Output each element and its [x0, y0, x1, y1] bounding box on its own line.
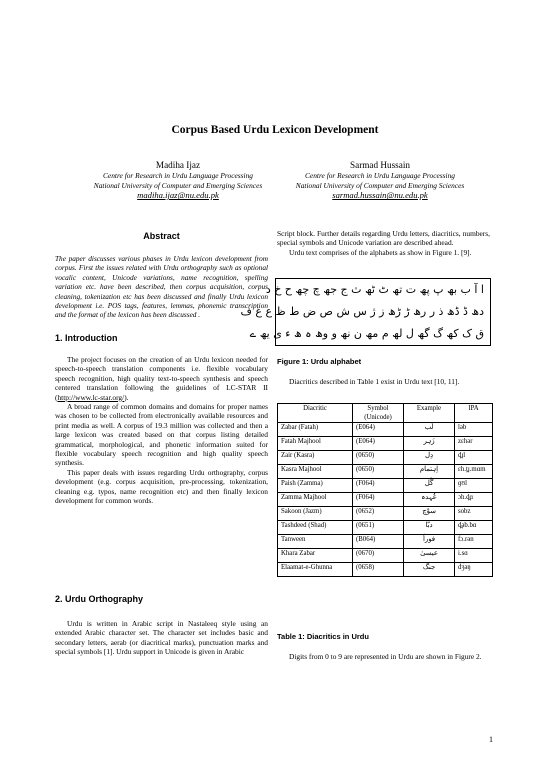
author-affiliation: Centre for Research in Urdu Language Processing — [305, 171, 455, 180]
column-header: IPA — [455, 404, 493, 423]
author-affiliation: National University of Computer and Emerging Sciences — [295, 180, 465, 190]
table-row — [278, 423, 493, 437]
cell-diacritic: Sakoon (Jazm) — [278, 507, 353, 521]
author-affiliation: Centre for Research in Urdu Language Processing — [103, 171, 253, 180]
cell-symbol: (F064) — [353, 479, 404, 493]
alphabet-row: دھ ڈ ڈھ ذ ر رھ ڑ ڑھ ز ژ س ش ص ض ط ظ ع غ ف — [240, 305, 484, 318]
cell-diacritic: Paish (Zamma) — [278, 479, 353, 493]
diacritics-intro — [277, 377, 490, 386]
cell-ipa: sobz — [455, 507, 493, 521]
table-row — [278, 451, 493, 465]
cell-example: اِہتمام — [404, 465, 455, 479]
table-row — [278, 437, 493, 451]
paragraph-text: The project focuses on the creation of an Urdu lexicon needed for speech-to-speech translation components i.e. flexible vocabulary speech recognition, high quality text-to-speech synthesis and speech centered translation following the guidelines of LC-STAR II ( — [55, 355, 268, 402]
author-name: Sarmad Hussain — [350, 160, 410, 170]
table-caption: Table 1: Diacritics in Urdu — [277, 632, 369, 641]
section-heading-orthography: 2. Urdu Orthography — [55, 594, 144, 604]
cell-ipa: ləb — [455, 423, 493, 437]
paper-title: Corpus Based Urdu Lexicon Development — [171, 124, 379, 136]
section-heading-introduction: 1. Introduction — [55, 333, 118, 343]
cell-symbol: (0650) — [353, 451, 404, 465]
author-email-link[interactable]: madiha.ijaz@nu.edu.pk — [137, 190, 219, 201]
table-header-row — [278, 404, 493, 423]
digits-intro — [277, 652, 490, 661]
cell-diacritic: Tanween — [278, 535, 353, 549]
cell-example: فوراً — [404, 535, 455, 549]
cell-diacritic: Khara Zabar — [278, 549, 353, 563]
page-number: 1 — [489, 735, 493, 744]
cell-example: زَہر — [404, 437, 455, 451]
cell-symbol: (F064) — [353, 493, 404, 507]
cell-ipa: d̪ɪl — [455, 451, 493, 465]
paragraph: Script block. Further details regarding Urdu letters, diacritics, numbers, special symbols and Unicode variation are described ahead. — [277, 229, 490, 248]
abstract-heading: Abstract — [143, 231, 180, 241]
table-row — [278, 493, 493, 507]
cell-diacritic: Zair (Kasra) — [278, 451, 353, 465]
paragraph: Urdu is written in Arabic script in Nastaleeq style using an extended Arabic character set. The character set includes basic and secondary letters, aerab (or diacritical marks), punctuation marks and special symbols [1]. Urdu support in Unicode is given in Arabic — [55, 619, 268, 657]
cell-ipa: d͡ʒəŋ — [455, 563, 493, 577]
cell-example: لَب — [404, 423, 455, 437]
table-row — [278, 535, 493, 549]
table-row — [278, 521, 493, 535]
author-email-link[interactable]: sarmad.hussain@nu.edu.pk — [332, 190, 428, 201]
alphabet-row: ق ک کھ گ گھ ل لھ م مھ ن نھ و وھ ہ ھ ء ی یھ ے — [249, 327, 484, 340]
alphabet-row: ا آ ب بھ پ پھ ت تھ ٹ ٹھ ث ج جھ چ چھ ح خ د — [265, 283, 484, 296]
cell-ipa: zɛhər — [455, 437, 493, 451]
cell-symbol: (B064) — [353, 535, 404, 549]
paragraph — [55, 355, 268, 402]
lc-star-link[interactable]: http://www.lc-star.org/ — [57, 392, 125, 402]
cell-example: عُہدہ — [404, 493, 455, 507]
abstract-text: The paper discusses various phases in Urdu lexicon development from corpus. First the issues related with Urdu orthography such as optional vocalic content, Unicode variations, name recognition, spelling variation etc. have been described, then corpus acquisition, corpus cleaning, tokenization etc has been discussed and finally Urdu lexicon development i.e. POS tags, features, lemmas, phonemic transcription and the format of the lexicon has been discussed . — [55, 254, 268, 320]
cell-example: گُل — [404, 479, 455, 493]
cell-example: جنگ — [404, 563, 455, 577]
column-header: Example — [404, 404, 455, 423]
cell-example: سوْچ — [404, 507, 455, 521]
cell-diacritic: Elaamat-e-Ghunna — [278, 563, 353, 577]
paragraph-text: ). — [124, 392, 129, 402]
cell-symbol: (0651) — [353, 521, 404, 535]
cell-ipa: ɔh.d̪ɑ — [455, 493, 493, 507]
table-row — [278, 563, 493, 577]
cell-symbol: (0652) — [353, 507, 404, 521]
figure-caption: Figure 1: Urdu alphabet — [277, 357, 362, 366]
column-header: Diacritic — [278, 404, 353, 423]
cell-ipa: ɡʊl — [455, 479, 493, 493]
cell-ipa: i.sɑ — [455, 549, 493, 563]
cell-diacritic: Zabar (Fatah) — [278, 423, 353, 437]
urdu-alphabet-figure — [240, 278, 491, 346]
table-row — [278, 507, 493, 521]
author-block-2 — [255, 160, 505, 201]
cell-ipa: fɔ.rən — [455, 535, 493, 549]
column-header: Symbol (Unicode) — [353, 404, 404, 423]
cell-example: دبّا — [404, 521, 455, 535]
cell-diacritic: Zamma Majhool — [278, 493, 353, 507]
cell-example: عیسیٰ — [404, 549, 455, 563]
orthography-body — [55, 619, 268, 657]
cell-symbol: (0658) — [353, 563, 404, 577]
cell-diacritic: Fatah Majhool — [278, 437, 353, 451]
paragraph: A broad range of common domains and domains for proper names was chosen to be collected from electronically available resources and print media as well. A corpus of 19.3 million was collected and then a large lexicon was created based on that corpus listing detailed grammatical, morphological, and phonetic information suited for flexible vocabulary speech recognition and high quality speech synthesis. — [55, 402, 268, 468]
cell-symbol: (0670) — [353, 549, 404, 563]
paragraph: Diacritics described in Table 1 exist in Urdu text [10, 11]. — [289, 377, 460, 386]
paragraph: This paper deals with issues regarding Urdu orthography, corpus development (e.g. corpus acquisition, pre-processing, tokenization, cleaning e.g. typos, name recognition etc) and then finally lexicon development for common words. — [55, 467, 268, 506]
diacritics-table — [277, 403, 493, 577]
cell-diacritic: Kasra Majhool — [278, 465, 353, 479]
author-affiliation: National University of Computer and Emerging Sciences — [93, 180, 263, 190]
table-row — [278, 465, 493, 479]
cell-symbol: (E064) — [353, 423, 404, 437]
cell-example: دِل — [404, 451, 455, 465]
cell-ipa: d̪əb.bɑ — [455, 521, 493, 535]
introduction-body — [55, 355, 268, 506]
cell-diacritic: Tashdeed (Shad) — [278, 521, 353, 535]
cell-symbol: (E064) — [353, 437, 404, 451]
table-row — [278, 479, 493, 493]
cell-ipa: ɛh.t̪ɪ.mɑm — [455, 465, 493, 479]
paragraph: Urdu text comprises of the alphabets as show in Figure 1. [9]. — [289, 247, 472, 257]
table-row — [278, 549, 493, 563]
author-name: Madiha Ijaz — [155, 160, 201, 170]
paragraph: Digits from 0 to 9 are represented in Urdu are shown in Figure 2. — [289, 652, 482, 661]
right-column-intro — [277, 229, 490, 257]
cell-symbol: (0650) — [353, 465, 404, 479]
